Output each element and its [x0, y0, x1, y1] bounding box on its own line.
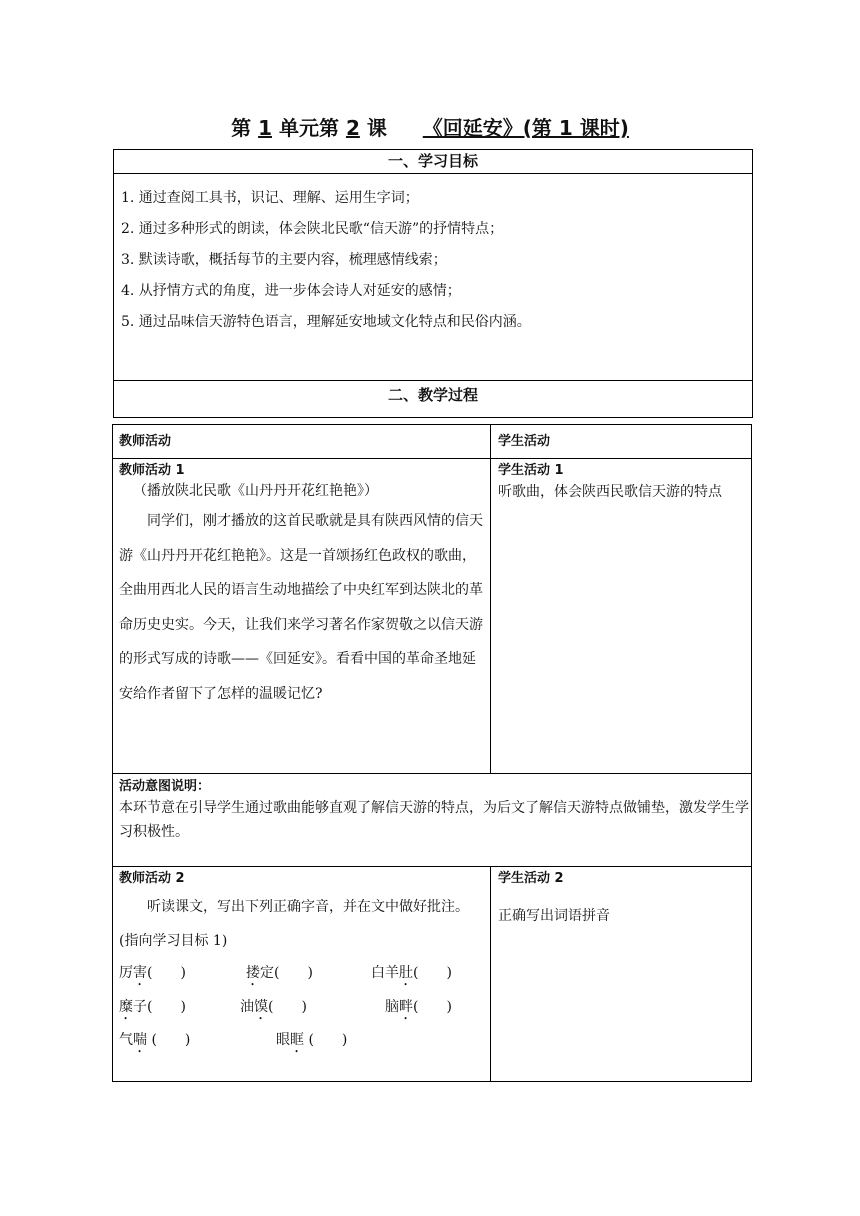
title-lesson-name: 《回延安》(第 1 课时): [422, 116, 629, 140]
activity-intent-text: 本环节意在引导学生通过歌曲能够直观了解信天游的特点，为后文了解信天游特点做铺垫，激发学生学习积极性。: [119, 800, 749, 840]
pinyin-word: 脑畔( ): [385, 999, 452, 1015]
process-heading: 二、教学过程: [387, 386, 478, 404]
student-activity-2: [498, 870, 748, 927]
student-activity-header: 学生活动: [498, 434, 551, 449]
objective-item: 1. 通过查阅工具书，识记、理解、运用生字词；: [121, 190, 419, 206]
pinyin-word: 厉害( ): [119, 965, 186, 981]
pinyin-word: 白羊肚( ): [371, 965, 452, 981]
teacher-activity-1-note: （播放陕北民歌《山丹丹开花红艳艳》）: [133, 483, 378, 499]
pinyin-word: 气喘 ( ): [119, 1032, 191, 1048]
activity-intent: [119, 778, 749, 844]
teacher-activity-header: 教师活动: [119, 434, 172, 449]
column-divider: [490, 866, 491, 1082]
objective-item: 3. 默读诗歌，概括每节的主要内容，梳理感情线索；: [121, 252, 447, 268]
title-unit-number: 1: [258, 116, 272, 140]
pinyin-word: 糜子( ): [119, 999, 186, 1015]
row-divider: [112, 866, 752, 867]
teacher-activity-1-label: 教师活动 1: [119, 463, 185, 478]
pinyin-word: 油馍( ): [240, 999, 307, 1015]
pinyin-word: 搂定( ): [246, 965, 313, 981]
pinyin-word: 眼眶 ( ): [276, 1032, 348, 1048]
teacher-activity-2-label: 教师活动 2: [119, 871, 185, 886]
student-activity-2-text: 正确写出词语拼音: [498, 908, 610, 924]
teacher-activity-2: [119, 870, 484, 958]
title-prefix: 第: [231, 116, 252, 140]
activity-intent-label: 活动意图说明：: [119, 779, 211, 794]
objectives-table: [113, 149, 753, 418]
objectives-heading: 一、学习目标: [114, 150, 752, 174]
student-activity-2-label: 学生活动 2: [498, 871, 564, 886]
row-divider: [112, 773, 752, 774]
objective-item: 4. 从抒情方式的角度，进一步体会诗人对延安的感情；: [121, 283, 461, 299]
page-title: [0, 112, 860, 141]
teacher-activity-1: [119, 462, 484, 711]
teacher-activity-1-text: 同学们，刚才播放的这首民歌就是具有陕西风情的信天游《山丹丹开花红艳艳》。这是一首颂扬红色政权的歌曲，全曲用西北人民的语言生动地描绘了中央红军到达陕北的革命历史史实。今天，让我们来学习著名作家贺敬之以信天游的形式写成的诗歌——《回延安》。看看中国的革命圣地延安给作者留下了怎样的温暖记忆?: [119, 513, 483, 702]
title-suffix: 课: [366, 116, 387, 140]
objective-item: 2. 通过多种形式的朗读，体会陕北民歌“信天游”的抒情特点；: [121, 221, 504, 237]
student-activity-1: [498, 462, 748, 504]
row-divider: [112, 458, 752, 459]
student-activity-1-text: 听歌曲，体会陕西民歌信天游的特点: [498, 484, 722, 500]
student-activity-1-label: 学生活动 1: [498, 463, 564, 478]
column-divider: [490, 424, 491, 774]
teacher-activity-2-text: 听读课文，写出下列正确字音，并在文中做好批注。(指向学习目标 1): [119, 899, 469, 949]
objectives-list: [114, 174, 752, 381]
title-lesson-number: 2: [345, 116, 360, 140]
title-mid: 单元第: [278, 116, 339, 140]
objective-item: 5. 通过品味信天游特色语言，理解延安地域文化特点和民俗内涵。: [121, 314, 531, 330]
